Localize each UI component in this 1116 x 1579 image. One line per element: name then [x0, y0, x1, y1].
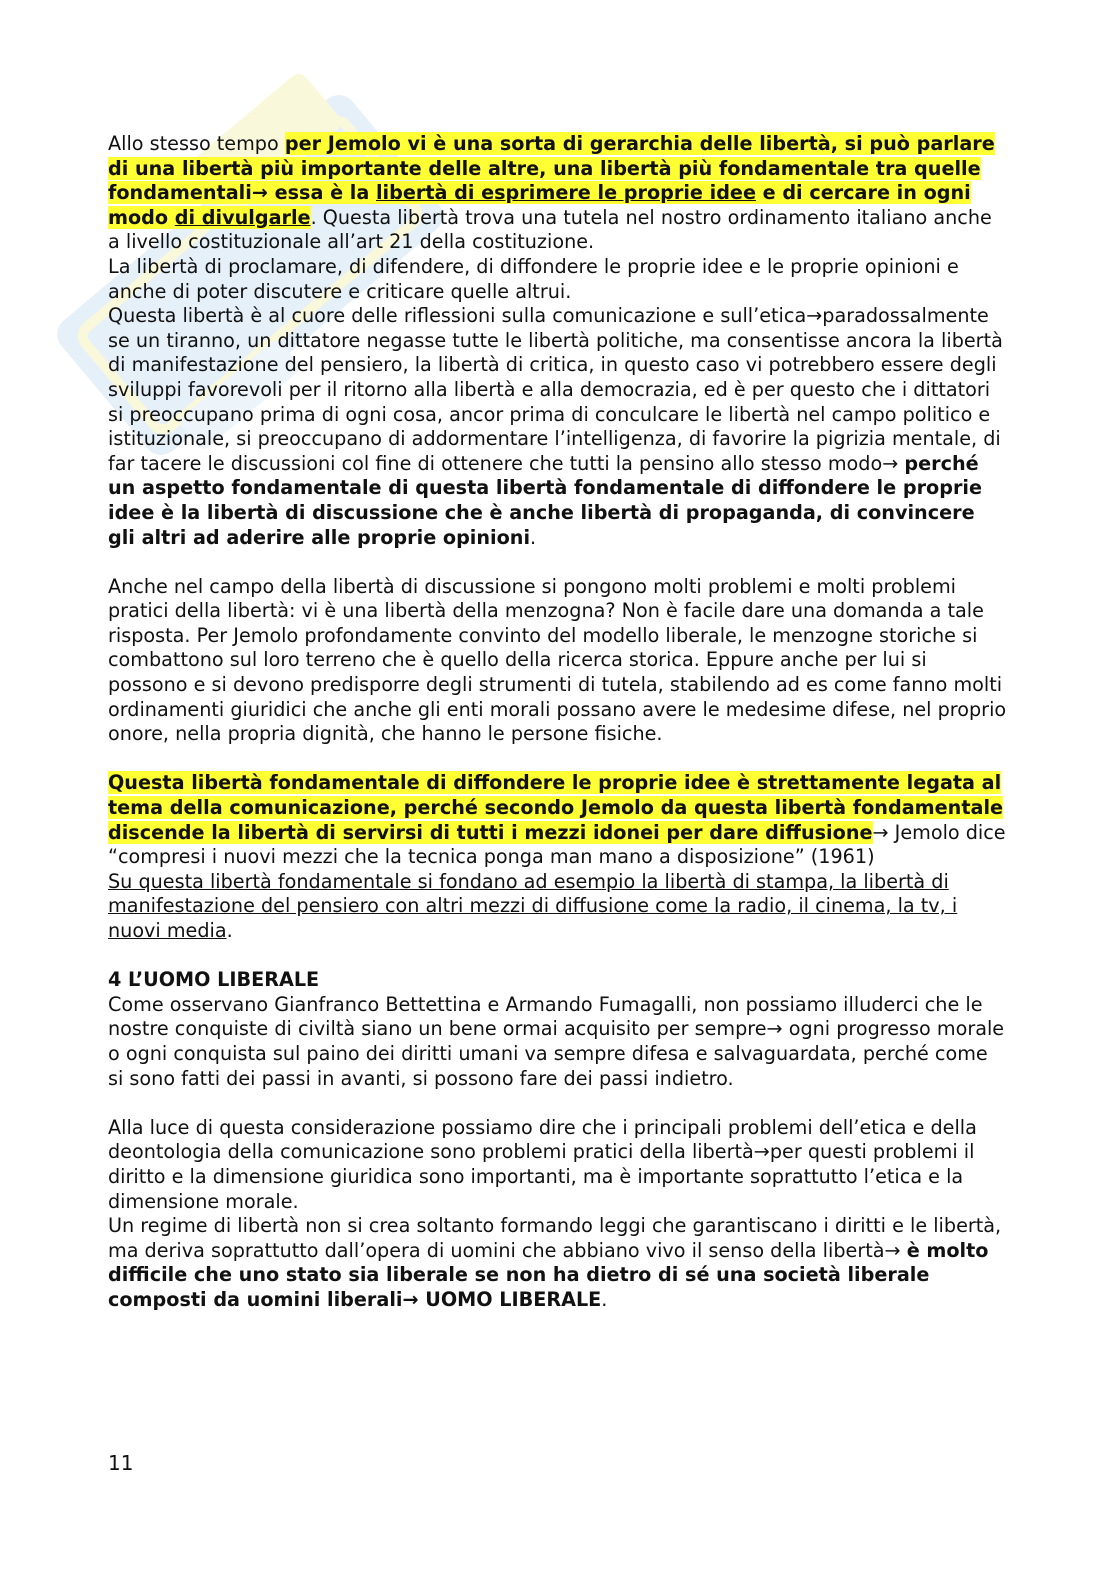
paragraph-spacer	[108, 1091, 1008, 1116]
arrow-icon: →	[402, 1287, 419, 1311]
text-run: 4 L’UOMO LIBERALE	[108, 968, 320, 992]
arrow-icon: →	[753, 1140, 770, 1164]
text-run: Allo stesso tempo	[108, 132, 285, 155]
paragraph	[108, 132, 1008, 255]
text-run: essa è la	[267, 181, 376, 205]
text-run: .	[530, 525, 537, 549]
text-run: è molto difficile che uno stato sia liberale se non ha dietro di sé una società liberale composti da uomini liberali	[108, 1238, 989, 1311]
text-run: ogni progresso morale o ogni conquista sul paino dei diritti umani va sempre difesa e salvaguardata, perché come si sono fatti dei passi in avanti, si possono fare dei passi indietro.	[108, 1017, 1005, 1090]
text-run: Un regime di libertà non si crea soltanto formando leggi che garantiscano i diritti e le libertà, ma deriva soprattutto dall’opera di uomini che abbiano vivo il senso della libertà	[108, 1214, 1002, 1262]
paragraph	[108, 304, 1008, 550]
page-number: 11	[108, 1451, 134, 1475]
text-run: Questa libertà è al cuore delle riflessioni sulla comunicazione e sull’etica	[108, 304, 807, 328]
text-run: paradossalmente se un tiranno, un dittatore negasse tutte le libertà politiche, ma consentisse ancora la libertà di manifestazione del pensiero, la libertà di critica, in questo caso vi potrebbero essere degli sviluppi favorevoli per il ritorno alla libertà e alla democrazia, ed è per questo che i dittatori si preoccupano prima di ogni cosa, ancor prima di conculcare le libertà nel campo politico e istituzionale, si preoccupano di addormentare l’intelligenza, di favorire la pigrizia mentale, di far tacere le discussioni col fine di ottenere che tutti la pensino allo stesso modo	[108, 304, 1003, 475]
arrow-icon: →	[882, 451, 899, 475]
paragraph	[108, 575, 1008, 747]
text-run: per Jemolo vi è una sorta di gerarchia delle libertà, si può parlare di una libertà più importante delle altre, una libertà più fondamentale tra quelle fondamentali	[108, 132, 995, 205]
arrow-icon: →	[806, 304, 823, 328]
text-run: e di cercare in ogni modo	[108, 181, 971, 229]
document-body	[108, 132, 1008, 1313]
paragraph-spacer	[108, 747, 1008, 772]
arrow-icon: →	[766, 1017, 783, 1041]
paragraph-spacer	[108, 550, 1008, 575]
paragraph	[108, 771, 1008, 869]
text-run: Anche nel campo della libertà di discussione si pongono molti problemi e molti problemi pratici della libertà: vi è una libertà della menzogna? Non è facile dare una domanda a tale risposta. Per Jemolo profondamente convinto del modello liberale, le menzogne storiche si combattono sul loro terreno che è quello della ricerca storica. Eppure anche per lui si possono e si devono predisporre degli strumenti di tutela, stabilendo ad es come fanno molti ordinamenti giuridici che anche gli enti morali possano avere le medesime difese, nel proprio onore, nella propria dignità, che hanno le persone fisiche.	[108, 574, 1007, 746]
text-run: Alla luce di questa considerazione possiamo dire che i principali problemi dell’etica e della deontologia della comunicazione sono problemi pratici della libertà	[108, 1115, 977, 1164]
text-run: UOMO LIBERALE	[418, 1287, 602, 1311]
text-run: Su questa libertà fondamentale si fondano ad esempio la libertà di stampa, la libertà di manifestazione del pensiero con altri mezzi di diffusione come la radio, il cinema, la tv, i nuovi media	[108, 869, 958, 942]
paragraph	[108, 870, 1008, 944]
paragraph-spacer	[108, 944, 1008, 969]
paragraph	[108, 1214, 1008, 1312]
paragraph	[108, 1116, 1008, 1214]
arrow-icon: →	[251, 181, 268, 205]
text-run: .	[226, 919, 233, 942]
text-run: libertà di esprimere le proprie idee	[375, 181, 756, 205]
paragraph	[108, 255, 1008, 304]
arrow-icon: →	[884, 1238, 901, 1262]
text-run: Questa libertà fondamentale di diffondere le proprie idee è strettamente legata al tema della comunicazione, perché secondo Jemolo da questa libertà fondamentale discende la libertà di servirsi di tutti i mezzi idonei per dare diffusione	[108, 771, 1004, 844]
arrow-icon: →	[872, 820, 889, 844]
text-run: perché un aspetto fondamentale di questa libertà fondamentale di diffondere le proprie idee è la libertà di discussione che è anche libertà di propaganda, di convincere gli altri ad aderire alle proprie opinioni	[108, 451, 982, 549]
text-run: Jemolo dice “compresi i nuovi mezzi che la tecnica ponga man mano a disposizione” (1961)	[108, 820, 1006, 869]
text-run: La libertà di proclamare, di difendere, di diffondere le proprie idee e le proprie opinioni e anche di poter discutere e criticare quelle altrui.	[108, 254, 959, 303]
text-run: di divulgarle	[174, 205, 311, 229]
text-run: Come osservano Gianfranco Bettettina e Armando Fumagalli, non possiamo illuderci che le nostre conquiste di civiltà siano un bene ormai acquisito per sempre	[108, 992, 983, 1041]
paragraph	[108, 993, 1008, 1091]
text-run: per questi problemi il diritto e la dimensione giuridica sono importanti, ma è importante soprattutto l’etica e la dimensione morale.	[108, 1140, 975, 1213]
section-heading	[108, 968, 1008, 993]
text-run: . Questa libertà trova una tutela nel nostro ordinamento italiano anche a livello costituzionale all’art 21 della costituzione.	[108, 205, 992, 254]
text-run: .	[601, 1287, 608, 1311]
